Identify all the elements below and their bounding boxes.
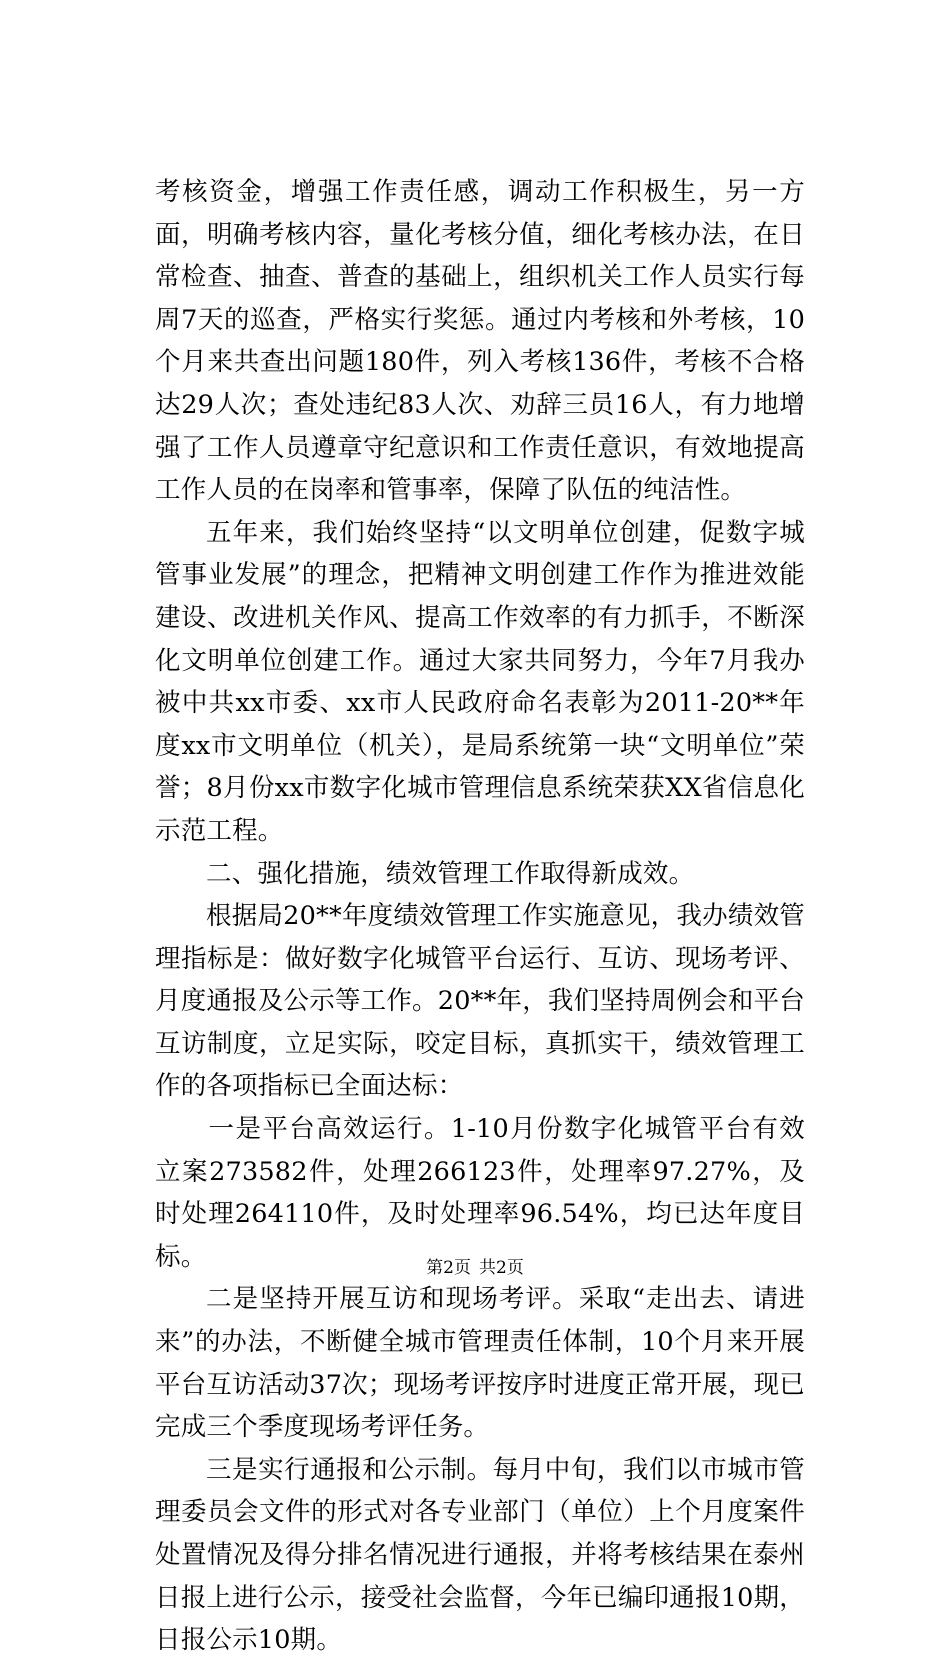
page-number: 第2页	[426, 1258, 471, 1278]
paragraph-4: 一是平台高效运行。1-10月份数字化城管平台有效立案273582件，处理266123件，处理率97.27%，及时处理264110件，及时处理率96.54%，均已达年度目标。	[155, 1114, 805, 1272]
document-body	[155, 171, 805, 1662]
section-heading: 二、强化措施，绩效管理工作取得新成效。	[206, 858, 695, 889]
paragraph-2: 五年来，我们始终坚持“以文明单位创建，促数字城管事业发展”的理念，把精神文明创建工作作为推进效能建设、改进机关作风、提高工作效率的有力抓手，不断深化文明单位创建工作。通过大家共同努力，今年7月我办被中共xx市委、xx市人民政府命名表彰为2011-20**年度xx市文明单位（机关），是局系统第一块“文明单位”荣誉；8月份xx市数字化城市管理信息系统荣获XX省信息化示范工程。	[155, 517, 805, 846]
paragraph-1: 考核资金，增强工作责任感，调动工作积极生，另一方面，明确考核内容，量化考核分值，细化考核办法，在日常检查、抽查、普查的基础上，组织机关工作人员实行每周7天的巡查，严格实行奖惩。通过内考核和外考核，10个月来共查出问题180件，列入考核136件，考核不合格达29人次；查处违纪83人次、劝辞三员16人，有力地增强了工作人员遵章守纪意识和工作责任意识，有效地提高工作人员的在岗率和管事率，保障了队伍的纯洁性。	[155, 177, 805, 506]
page-footer	[0, 1257, 950, 1279]
page-total: 共2页	[479, 1258, 524, 1278]
paragraph-3: 根据局20**年度绩效管理工作实施意见，我办绩效管理指标是：做好数字化城管平台运行、互访、现场考评、月度通报及公示等工作。20**年，我们坚持周例会和平台互访制度，立足实际，咬定目标，真抓实干，绩效管理工作的各项指标已全面达标：	[155, 901, 805, 1102]
paragraph-6: 三是实行通报和公示制。每月中旬，我们以市城市管理委员会文件的形式对各专业部门（单位）上个月度案件处置情况及得分排名情况进行通报，并将考核结果在泰州日报上进行公示，接受社会监督，今年已编印通报10期，日报公示10期。	[155, 1454, 805, 1656]
paragraph-5: 二是坚持开展互访和现场考评。采取“走出去、请进来”的办法，不断健全城市管理责任体制，10个月来开展平台互访活动37次；现场考评按序时进度正常开展，现已完成三个季度现场考评任务。	[155, 1284, 805, 1443]
